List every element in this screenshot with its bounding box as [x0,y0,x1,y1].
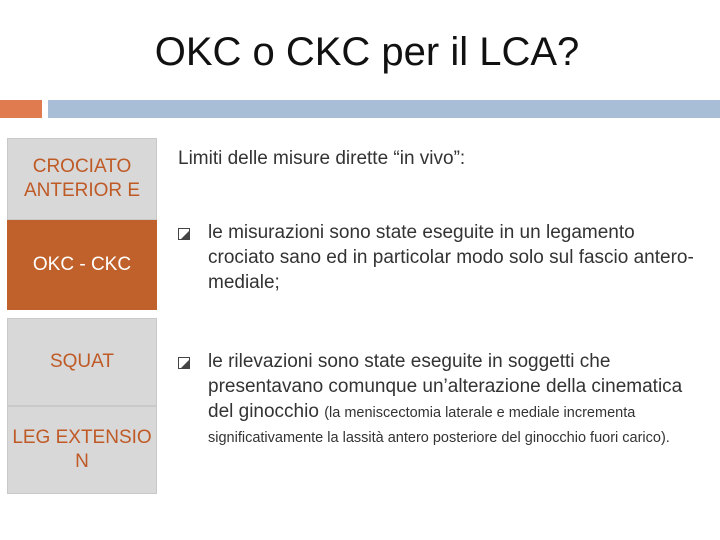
sidebar-box-okc-ckc[interactable] [7,220,157,310]
bullet-item [178,220,698,295]
bullet-text: le misurazioni sono state eseguite in un legamento crociato sano ed in particolar modo solo sul fascio antero-mediale; [208,222,694,293]
sidebar-box-label: LEG EXTENSIO N [12,427,152,472]
accent-bar-orange [0,100,42,118]
sidebar-box-leg-extension[interactable] [7,406,157,494]
bullet-text: le rilevazioni sono state eseguite in soggetti che presentavano comunque un’alterazione della cinematica del ginocchio [208,351,683,422]
content-heading: Limiti delle misure dirette “in vivo”: [178,148,466,169]
bullet-item [178,349,698,449]
bullet-text-container [208,349,698,449]
bullet-note: (la meniscectomia laterale e mediale incrementa significativamente la lassità antero posteriore del ginocchio fuori carico). [208,405,670,446]
bullet-icon [178,357,190,369]
sidebar-box-label: OKC - CKC [32,254,132,275]
slide-title: OKC o CKC per il LCA? [154,30,580,74]
sidebar-box-squat[interactable] [7,318,157,406]
sidebar-box-label: CROCIATO ANTERIOR E [23,156,141,201]
bullet-icon [178,228,190,240]
accent-bar-blue [48,100,720,118]
sidebar-box-crociato[interactable] [7,138,157,220]
sidebar-box-label: SQUAT [49,351,115,372]
